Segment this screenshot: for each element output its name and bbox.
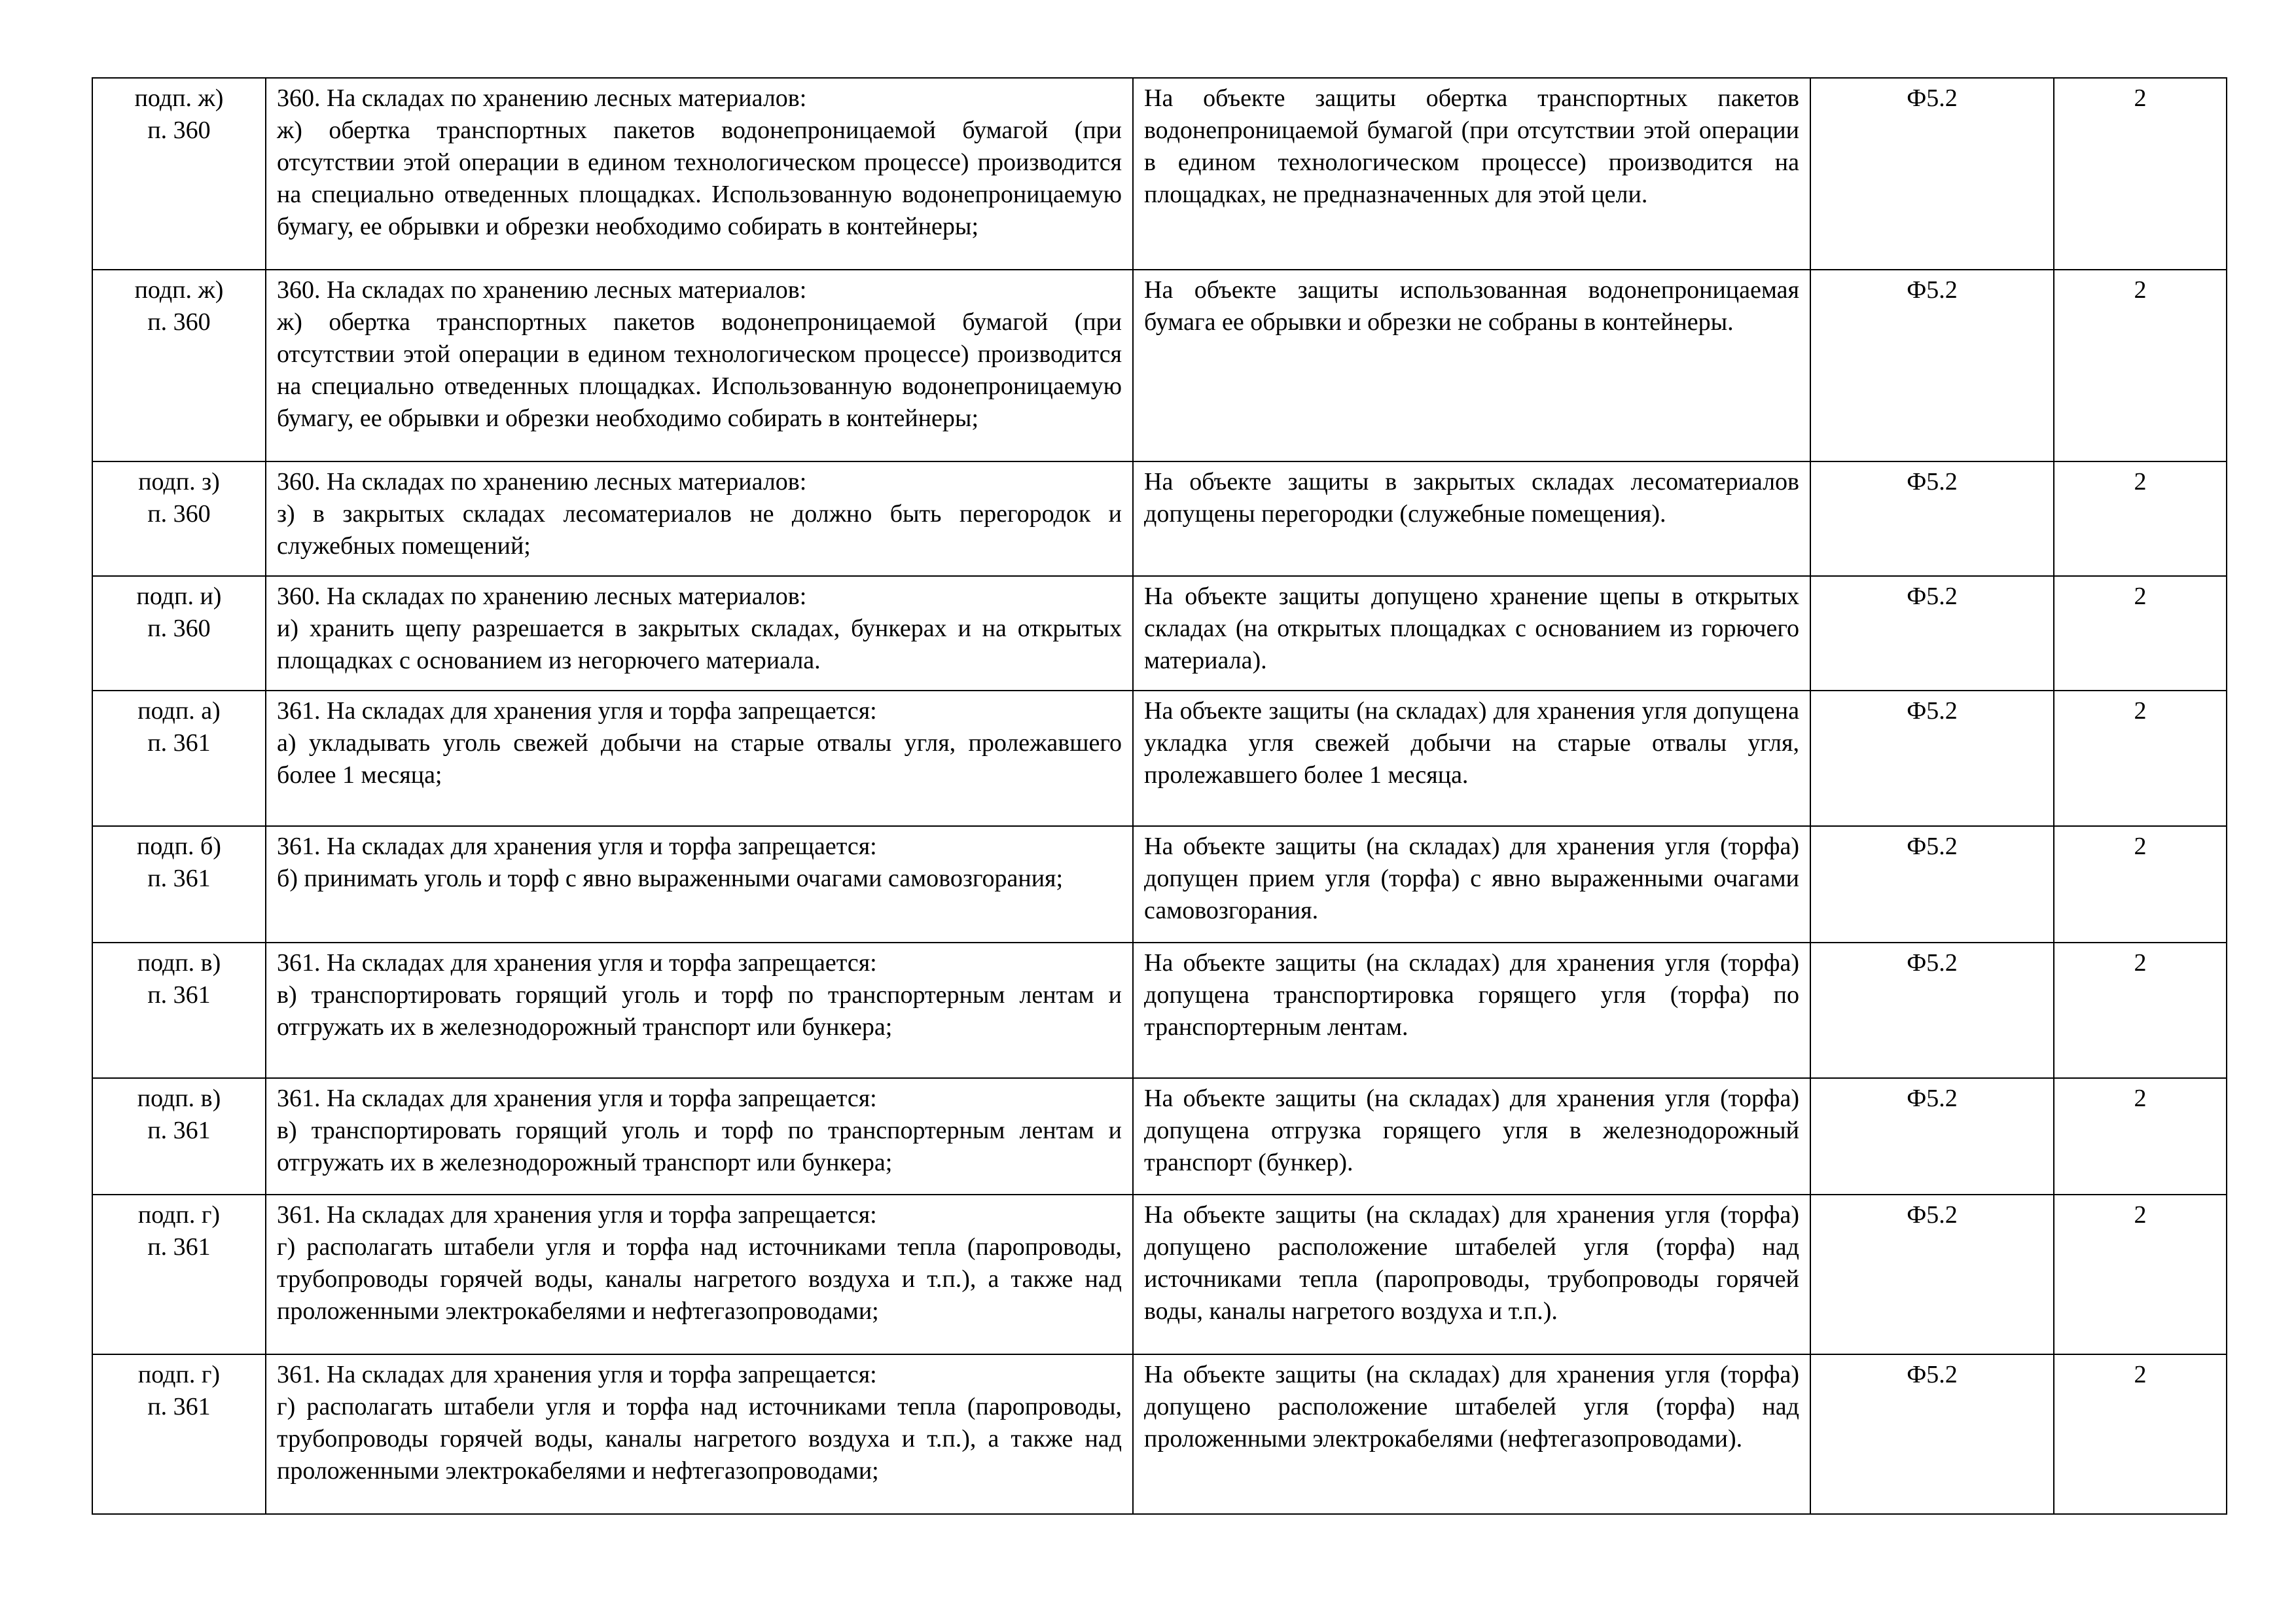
violation-cell: На объекте защиты допущено хранение щепы в открытых складах (на открытых площадках с основанием из горючего материала). [1133,576,1810,691]
table-row [92,826,2227,943]
value-cell: 2 [2054,1354,2227,1514]
paragraph-ref: п. 361 [147,1393,211,1420]
requirement-heading: 361. На складах для хранения угля и торфа запрещается: [277,833,877,860]
reference-cell [92,943,266,1078]
requirement-text: ж) обертка транспортных пакетов водонепроницаемой бумагой (при отсутствии этой операции в едином технологическом процессе) производится на специально отведенных площадках. Использованную водонепроницаемую бумагу, ее обрывки и обрезки необходимо собирать в контейнеры; [277,308,1122,432]
requirement-text: з) в закрытых складах лесоматериалов не должно быть перегородок и служебных помещений; [277,500,1122,560]
violation-cell: На объекте защиты использованная водонепроницаемая бумага ее обрывки и обрезки не собраны в контейнеры. [1133,270,1810,461]
violation-cell: На объекте защиты (на складах) для хранения угля (торфа) допущен прием угля (торфа) с явно выраженными очагами самовозгорания. [1133,826,1810,943]
table-row [92,270,2227,461]
value-cell: 2 [2054,270,2227,461]
subparagraph-ref: подп. з) [138,468,220,496]
reference-cell [92,576,266,691]
class-cell: Ф5.2 [1810,943,2054,1078]
subparagraph-ref: подп. г) [137,1201,221,1229]
reference-cell [92,691,266,826]
class-cell: Ф5.2 [1810,1078,2054,1195]
requirement-cell [266,1354,1133,1514]
value-cell: 2 [2054,78,2227,270]
table-row [92,943,2227,1078]
value-cell: 2 [2054,576,2227,691]
requirement-heading: 361. На складах для хранения угля и торфа запрещается: [277,697,877,725]
subparagraph-ref: подп. б) [137,833,221,860]
table-row [92,691,2227,826]
value-cell: 2 [2054,1195,2227,1354]
requirements-table [92,77,2227,1515]
table-row [92,1354,2227,1514]
subparagraph-ref: подп. г) [137,1361,221,1388]
requirement-heading: 360. На складах по хранению лесных материалов: [277,84,807,112]
subparagraph-ref: подп. а) [137,697,221,725]
value-cell: 2 [2054,826,2227,943]
requirement-cell [266,826,1133,943]
violation-cell: На объекте защиты (на складах) для хранения угля допущена укладка угля свежей добычи на старые отвалы угля, пролежавшего более 1 месяца. [1133,691,1810,826]
class-cell: Ф5.2 [1810,826,2054,943]
value-cell: 2 [2054,691,2227,826]
value-cell: 2 [2054,461,2227,576]
requirement-heading: 361. На складах для хранения угля и торфа запрещается: [277,1085,877,1112]
requirement-cell [266,1078,1133,1195]
violation-cell: На объекте защиты (на складах) для хранения угля (торфа) допущена транспортировка горящего угля (торфа) по транспортерным лентам. [1133,943,1810,1078]
requirement-cell [266,576,1133,691]
table-row [92,461,2227,576]
paragraph-ref: п. 361 [147,865,211,892]
table-row [92,1195,2227,1354]
requirement-heading: 360. На складах по хранению лесных материалов: [277,276,807,304]
requirement-cell [266,691,1133,826]
paragraph-ref: п. 361 [147,1117,211,1144]
reference-cell [92,1078,266,1195]
class-cell: Ф5.2 [1810,691,2054,826]
requirement-heading: 360. На складах по хранению лесных материалов: [277,583,807,610]
class-cell: Ф5.2 [1810,1195,2054,1354]
table-row [92,576,2227,691]
violation-cell: На объекте защиты в закрытых складах лесоматериалов допущены перегородки (служебные помещения). [1133,461,1810,576]
requirement-text: г) располагать штабели угля и торфа над источниками тепла (паропроводы, трубопроводы горячей воды, каналы нагретого воздуха и т.п.), а также над проложенными электрокабелями и нефтегазопроводами; [277,1393,1122,1485]
requirement-cell [266,78,1133,270]
requirements-table-body [92,78,2227,1514]
paragraph-ref: п. 360 [147,500,211,528]
violation-cell: На объекте защиты (на складах) для хранения угля (торфа) допущена отгрузка горящего угля в железнодорожный транспорт (бункер). [1133,1078,1810,1195]
requirement-text: в) транспортировать горящий уголь и торф по транспортерным лентам и отгружать их в железнодорожный транспорт или бункера; [277,981,1122,1041]
paragraph-ref: п. 361 [147,1233,211,1261]
violation-cell: На объекте защиты обертка транспортных пакетов водонепроницаемой бумагой (при отсутствии этой операции в едином технологическом процессе) производится на площадках, не предназначенных для этой цели. [1133,78,1810,270]
requirement-cell [266,270,1133,461]
requirement-heading: 360. На складах по хранению лесных материалов: [277,468,807,496]
subparagraph-ref: подп. ж) [134,276,224,304]
table-row [92,1078,2227,1195]
violation-cell: На объекте защиты (на складах) для хранения угля (торфа) допущено расположение штабелей угля (торфа) над источниками тепла (паропроводы, трубопроводы горячей воды, каналы нагретого воздуха и т.п.). [1133,1195,1810,1354]
requirement-text: ж) обертка транспортных пакетов водонепроницаемой бумагой (при отсутствии этой операции в едином технологическом процессе) производится на специально отведенных площадках. Использованную водонепроницаемую бумагу, ее обрывки и обрезки необходимо собирать в контейнеры; [277,117,1122,240]
requirement-cell [266,943,1133,1078]
reference-cell [92,1195,266,1354]
class-cell: Ф5.2 [1810,461,2054,576]
paragraph-ref: п. 360 [147,615,211,642]
subparagraph-ref: подп. ж) [134,84,224,112]
requirement-heading: 361. На складах для хранения угля и торфа запрещается: [277,949,877,977]
requirement-cell [266,1195,1133,1354]
requirement-text: и) хранить щепу разрешается в закрытых складах, бункерах и на открытых площадках с основанием из негорючего материала. [277,615,1122,674]
paragraph-ref: п. 360 [147,308,211,336]
table-row [92,78,2227,270]
subparagraph-ref: подп. и) [136,583,222,610]
requirement-text: г) располагать штабели угля и торфа над источниками тепла (паропроводы, трубопроводы горячей воды, каналы нагретого воздуха и т.п.), а также над проложенными электрокабелями и нефтегазопроводами; [277,1233,1122,1325]
class-cell: Ф5.2 [1810,1354,2054,1514]
requirement-text: б) принимать уголь и торф с явно выраженными очагами самовозгорания; [277,865,1064,892]
paragraph-ref: п. 361 [147,981,211,1009]
paragraph-ref: п. 360 [147,117,211,144]
reference-cell [92,826,266,943]
reference-cell [92,461,266,576]
reference-cell [92,1354,266,1514]
reference-cell [92,78,266,270]
requirement-heading: 361. На складах для хранения угля и торфа запрещается: [277,1361,877,1388]
requirement-heading: 361. На складах для хранения угля и торфа запрещается: [277,1201,877,1229]
violation-cell: На объекте защиты (на складах) для хранения угля (торфа) допущено расположение штабелей угля (торфа) над проложенными электрокабелями (нефтегазопроводами). [1133,1354,1810,1514]
reference-cell [92,270,266,461]
requirement-text: а) укладывать уголь свежей добычи на старые отвалы угля, пролежавшего более 1 месяца; [277,729,1122,789]
paragraph-ref: п. 361 [147,729,211,757]
class-cell: Ф5.2 [1810,270,2054,461]
requirement-cell [266,461,1133,576]
requirement-text: в) транспортировать горящий уголь и торф по транспортерным лентам и отгружать их в железнодорожный транспорт или бункера; [277,1117,1122,1176]
value-cell: 2 [2054,943,2227,1078]
class-cell: Ф5.2 [1810,78,2054,270]
class-cell: Ф5.2 [1810,576,2054,691]
value-cell: 2 [2054,1078,2227,1195]
subparagraph-ref: подп. в) [137,949,221,977]
subparagraph-ref: подп. в) [137,1085,221,1112]
